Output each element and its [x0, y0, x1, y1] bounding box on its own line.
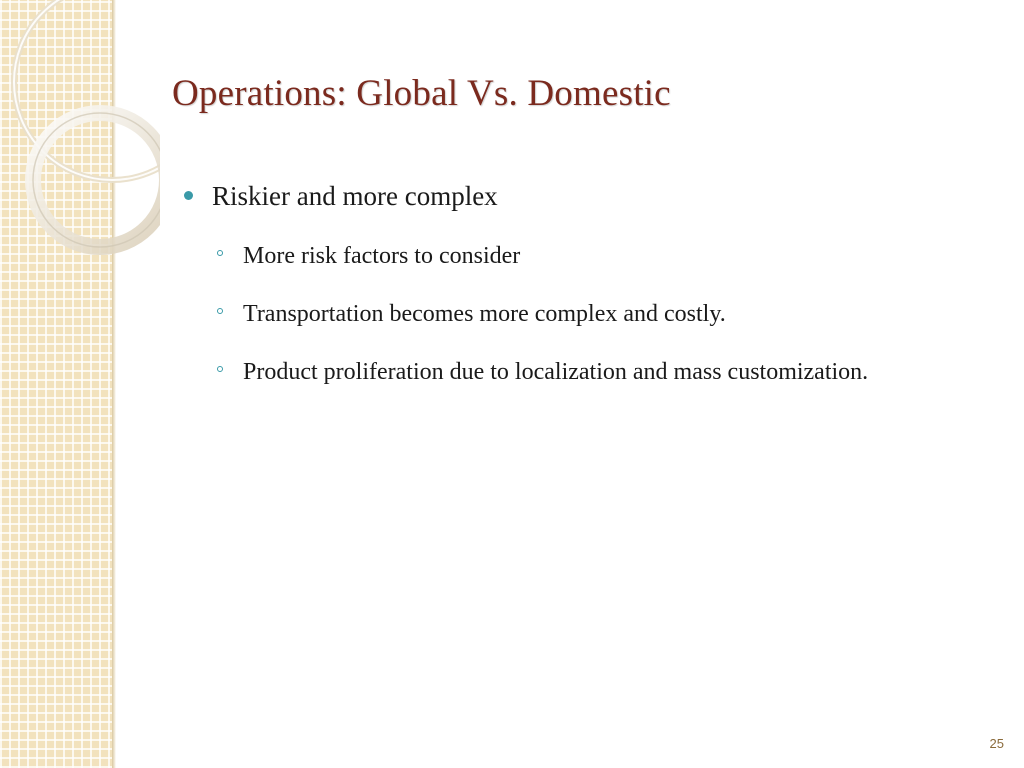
bullet-text: Riskier and more complex	[212, 181, 498, 211]
slide-title: Operations: Global Vs. Domestic	[172, 73, 671, 114]
sub-bullet-text: More risk factors to consider	[243, 243, 521, 269]
sub-bullet-ring-icon	[217, 308, 223, 314]
sub-bullet-item	[184, 294, 904, 334]
sub-bullet-text: Product proliferation due to localization and mass customization.	[243, 359, 869, 385]
decorative-rings	[0, 0, 160, 270]
sub-bullet-ring-icon	[217, 366, 223, 372]
bullet-dot-icon	[184, 191, 193, 200]
slide-content	[184, 178, 904, 410]
sub-bullet-item	[184, 352, 904, 392]
page-number: 25	[989, 736, 1004, 751]
sub-bullet-ring-icon	[217, 250, 223, 256]
sub-bullet-text: Transportation becomes more complex and costly.	[243, 301, 726, 327]
bullet-item	[184, 178, 904, 214]
sub-bullet-item	[184, 236, 904, 276]
